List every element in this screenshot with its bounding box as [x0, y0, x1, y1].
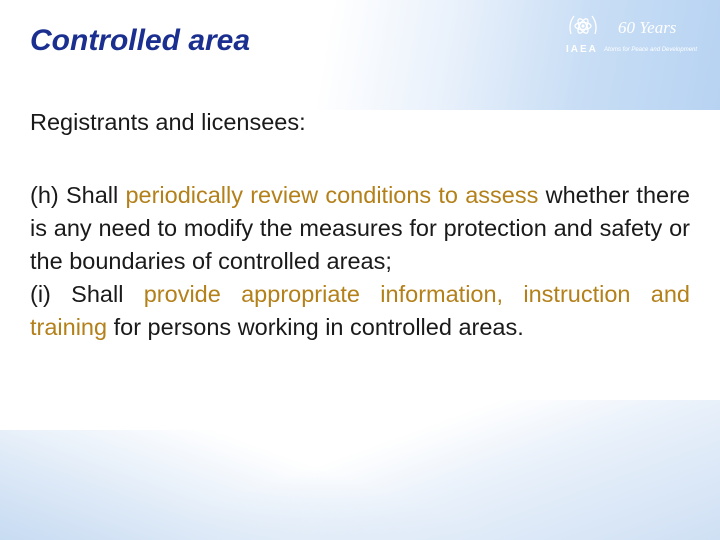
list-item-i — [30, 278, 690, 344]
intro-text: Registrants and licensees: — [30, 109, 306, 135]
logo-tagline: Atoms for Peace and Development — [604, 47, 698, 53]
iaea-emblem-icon — [564, 10, 602, 44]
iaea-logo — [562, 10, 712, 62]
item-text: whether there is any need to modify the measures for protection and safety or the boundaries of controlled areas; — [30, 182, 690, 274]
highlighted-text: provide appropriate information, instruction and training — [30, 281, 690, 340]
item-text: (h) Shall — [30, 182, 126, 208]
item-text: for persons working in controlled areas. — [107, 314, 524, 340]
footer-gradient-left — [0, 430, 560, 540]
list-item-h — [30, 179, 690, 278]
logo-org-text: IAEA — [566, 44, 598, 55]
slide-body — [30, 106, 690, 344]
item-text: (i) Shall — [30, 281, 144, 307]
highlighted-text: periodically review conditions to assess — [125, 182, 539, 208]
logo-years-text: 60 Years — [618, 18, 677, 37]
slide-title: Controlled area — [30, 24, 251, 57]
